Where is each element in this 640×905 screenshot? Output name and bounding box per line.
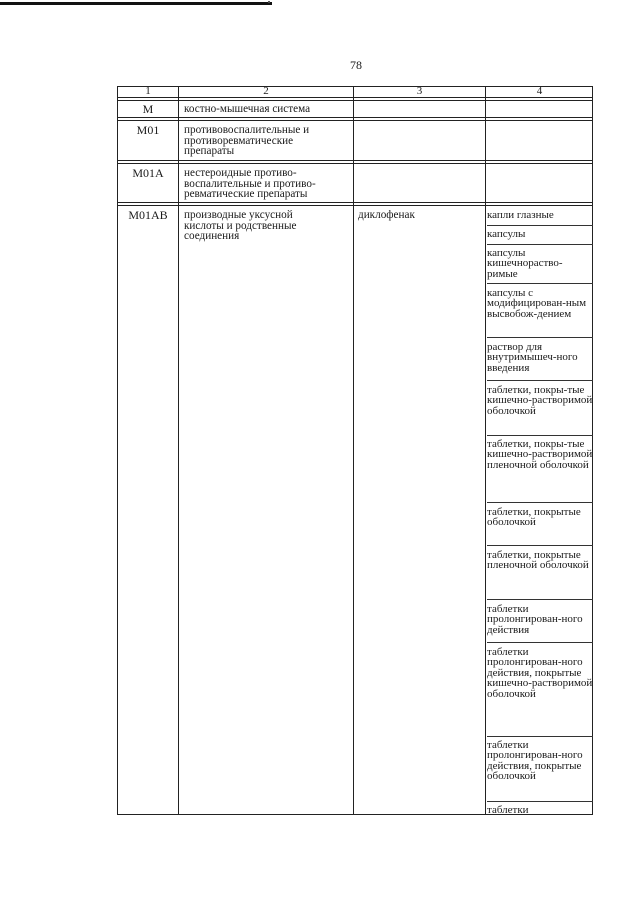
row-divider [117,205,593,206]
atc-name: производные уксусной кислоты и родственные соединения [184,209,297,243]
row-divider [117,97,593,98]
form-divider [487,283,593,284]
form-divider [487,801,593,802]
row-divider [117,160,593,161]
row-divider [117,202,593,203]
form-divider [487,736,593,737]
row-divider [117,100,593,101]
form-divider [487,337,593,338]
row-divider [117,163,593,164]
column-header: 3 [416,85,423,97]
drug-name: диклофенак [358,209,415,221]
scan-artifact [268,1,270,3]
header-rule [0,2,272,5]
form-divider [487,244,593,245]
dosage-form: капли глазные [487,209,554,221]
column-divider [178,86,179,815]
page-number: 78 [350,58,362,72]
form-divider [487,642,593,643]
atc-code: M [142,102,154,116]
dosage-form: таблетки, покрытые пленочной оболочкой [487,549,589,572]
dosage-form: таблетки пролонгирован-ного действия [487,603,583,636]
column-header: 4 [536,85,543,97]
dosage-form: таблетки [487,804,529,816]
dosage-form: капсулы [487,228,526,240]
form-divider [487,225,593,226]
dosage-form: таблетки, покры-тые кишечно-растворимой оболочкой [487,384,593,417]
form-divider [487,502,593,503]
dosage-form: таблетки, покры-тые кишечно-растворимой пленочной оболочкой [487,438,593,471]
atc-code: M01A [132,166,164,180]
atc-name: костно-мышечная система [184,103,311,115]
form-divider [487,599,593,600]
atc-name: противовоспалительные и противоревматические препараты [184,124,310,158]
form-divider [487,545,593,546]
column-divider [353,86,354,815]
dosage-form: капсулы с модифицирован-ным высвобож-дением [487,287,587,320]
dosage-form: капсулы кишечнораство-римые [487,247,563,280]
dosage-form: раствор для внутримышеч-ного введения [487,341,578,374]
column-header: 1 [145,85,151,97]
atc-code: M01AB [128,208,168,222]
form-divider [487,380,593,381]
atc-name: нестероидные противо-воспалительные и противо-ревматические препараты [184,167,316,201]
dosage-form: таблетки, покрытые оболочкой [487,506,581,529]
row-divider [117,117,593,118]
atc-code: M01 [136,123,160,137]
dosage-form: таблетки пролонгирован-ного действия, покрытые кишечно-растворимой оболочкой [487,646,593,700]
form-divider [487,435,593,436]
column-header: 2 [263,85,269,97]
column-divider [485,86,486,815]
dosage-form: таблетки пролонгирован-ного действия, покрытые оболочкой [487,739,583,783]
row-divider [117,120,593,121]
drug-table [117,86,593,815]
